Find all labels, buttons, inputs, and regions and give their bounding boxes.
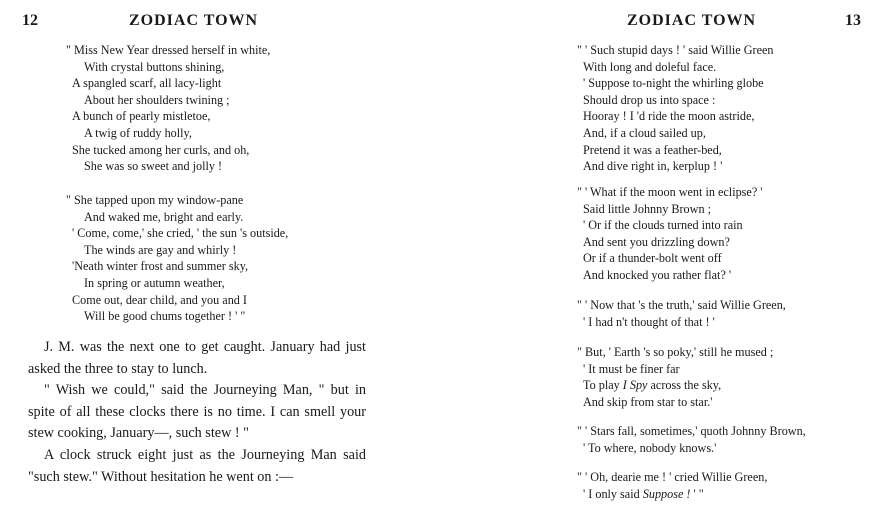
poem-line: And skip from star to star.' — [583, 394, 713, 409]
poem-stanza — [577, 42, 774, 175]
poem-line: In spring or autumn weather, — [84, 275, 225, 290]
italic-title: I Spy — [622, 378, 648, 393]
paragraph: J. M. was the next one to get caught. January had just asked the three to stay to lunch. — [28, 339, 366, 377]
poem-line: And knocked you rather flat? ' — [583, 267, 732, 282]
poem-line: And waked me, bright and early. — [84, 209, 244, 224]
left-page — [0, 0, 435, 523]
poem-line: " Miss New Year dressed herself in white, — [66, 43, 271, 57]
poem-line: " ' What if the moon went in eclipse? ' — [577, 185, 763, 199]
poem-line: Come out, dear child, and you and I — [72, 292, 247, 307]
poem-line: 'Neath winter frost and summer sky, — [72, 259, 249, 274]
paragraph: A clock struck eight just as the Journeying Man said "such stew." Without hesitation he went on :— — [28, 446, 366, 485]
poem-line: Will be good chums together ! ' " — [84, 309, 246, 324]
poem-line: About her shoulders twining ; — [84, 92, 230, 107]
poem-line: A twig of ruddy holly, — [84, 125, 192, 140]
poem-line: She was so sweet and jolly ! — [84, 159, 223, 174]
poem-line: ' To where, nobody knows.' — [583, 440, 717, 455]
poem-line: A spangled scarf, all lacy-light — [72, 76, 222, 91]
italic-word: Suppose ! — [642, 486, 691, 501]
poem-line: With crystal buttons shining, — [84, 59, 225, 74]
poem-line: A bunch of pearly mistletoe, — [72, 109, 211, 124]
poem-line: ' Or if the clouds turned into rain — [583, 218, 743, 233]
running-head: ZODIAC TOWN — [627, 12, 757, 29]
poem-line: ' It must be finer far — [583, 361, 680, 376]
poem-line: " She tapped upon my window-pane — [66, 193, 244, 207]
poem-line: " ' Oh, dearie me ! ' cried Willie Green, — [577, 470, 768, 484]
poem-line: Or if a thunder-bolt went off — [583, 251, 722, 266]
poem-stanza — [577, 297, 786, 330]
poem-stanza — [577, 184, 763, 284]
poem-line: Hooray ! I 'd ride the moon astride, — [583, 109, 755, 124]
poem-line: And dive right in, kerplup ! ' — [583, 159, 723, 174]
poem-stanza — [66, 42, 271, 175]
poem-line: " ' Such stupid days ! ' said Willie Green — [577, 43, 774, 57]
page-number: 13 — [845, 12, 861, 29]
poem-stanza — [577, 423, 806, 456]
right-page — [435, 0, 871, 523]
running-head: ZODIAC TOWN — [129, 12, 259, 29]
poem-line: Said little Johnny Brown ; — [583, 201, 711, 216]
poem-line: And sent you drizzling down? — [583, 234, 730, 249]
poem-stanza — [66, 192, 289, 325]
poem-stanza — [577, 469, 768, 502]
poem-line: She tucked among her curls, and oh, — [72, 142, 250, 157]
paragraph: " Wish we could," said the Journeying Man, " but in spite of all these clocks there is no time. I can smell your stew cooking, January—, such stew ! " — [28, 382, 366, 442]
poem-line: ' I only said Suppose ! ' " — [583, 486, 704, 501]
prose-block — [28, 337, 366, 488]
poem-stanza — [577, 344, 774, 410]
poem-line: Pretend it was a feather-bed, — [583, 142, 722, 157]
poem-line: To play I Spy across the sky, — [583, 378, 722, 393]
poem-line: Should drop us into space : — [583, 92, 716, 107]
poem-line: With long and doleful face. — [583, 59, 717, 74]
poem-line: ' Suppose to-night the whirling globe — [583, 76, 764, 91]
page-number: 12 — [22, 12, 38, 29]
poem-line: " But, ' Earth 's so poky,' still he mused ; — [577, 345, 774, 359]
poem-line: " ' Now that 's the truth,' said Willie Green, — [577, 298, 786, 312]
poem-line: The winds are gay and whirly ! — [84, 242, 237, 257]
poem-line: " ' Stars fall, sometimes,' quoth Johnny Brown, — [577, 424, 806, 438]
poem-line: ' I had n't thought of that ! ' — [583, 314, 715, 329]
poem-line: And, if a cloud sailed up, — [583, 125, 706, 140]
poem-line: ' Come, come,' she cried, ' the sun 's outside, — [72, 226, 289, 241]
